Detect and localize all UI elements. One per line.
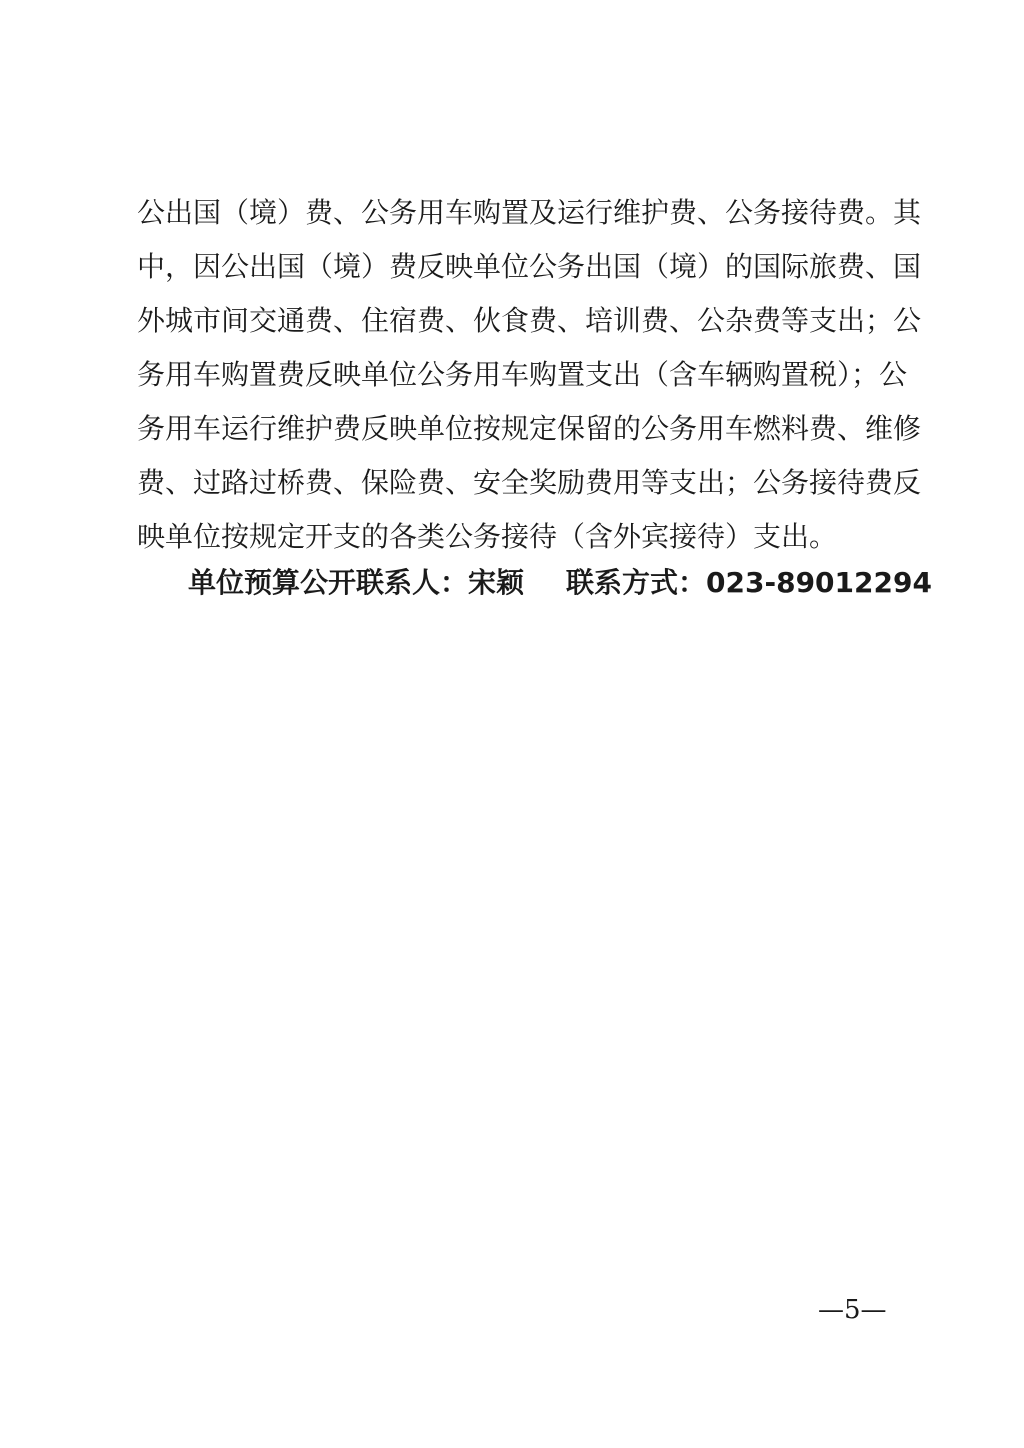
paragraph-line: 中，因公出国（境）费反映单位公务出国（境）的国际旅费、国	[137, 250, 922, 283]
contact-person: 单位预算公开联系人：宋颖	[188, 566, 525, 599]
paragraph-line: 公出国（境）费、公务用车购置及运行维护费、公务接待费。其	[137, 196, 922, 229]
contact-info	[188, 556, 932, 610]
paragraph-line: 映单位按规定开支的各类公务接待（含外宾接待）支出。	[137, 520, 838, 553]
paragraph-line: 务用车购置费反映单位公务用车购置支出（含车辆购置税）；公	[137, 358, 908, 391]
paragraph-line: 务用车运行维护费反映单位按规定保留的公务用车燃料费、维修	[137, 412, 922, 445]
contact-method: 联系方式：023-89012294	[566, 566, 932, 599]
page-number: —5—	[818, 1295, 887, 1325]
body-paragraph	[137, 186, 922, 564]
paragraph-line: 费、过路过桥费、保险费、安全奖励费用等支出；公务接待费反	[137, 466, 922, 499]
paragraph-line: 外城市间交通费、住宿费、伙食费、培训费、公杂费等支出；公	[137, 304, 922, 337]
